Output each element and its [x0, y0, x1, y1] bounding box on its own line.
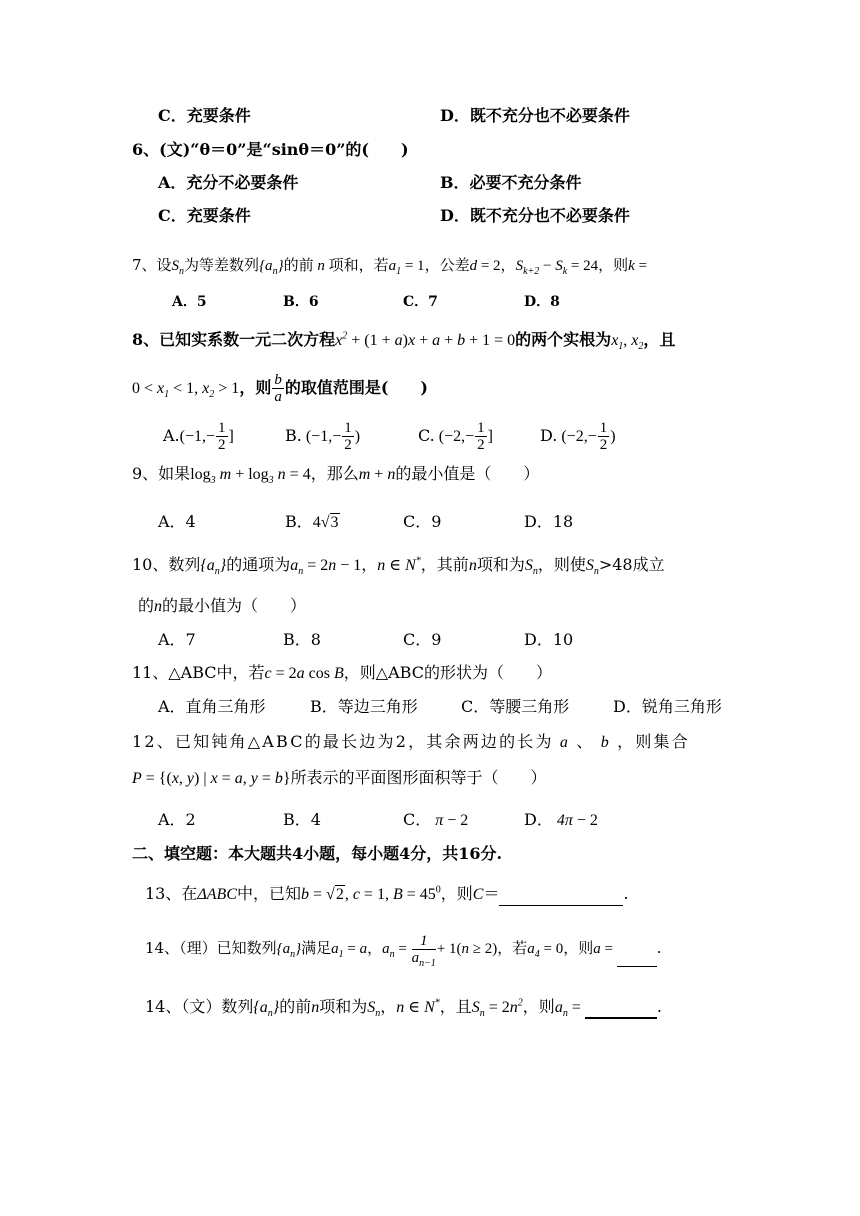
q5-option-d: D．既不充分也不必要条件 [440, 106, 630, 125]
q6-stem: “θ＝0”是“sinθ＝0”的( ) [190, 140, 409, 159]
q11-option-b: B．等边三角形 [310, 697, 418, 716]
q10-option-d: D．10 [524, 630, 574, 649]
q10-option-b: B．8 [283, 630, 321, 649]
q12-option-c: C． π − 2 [403, 810, 469, 829]
q8-option-d: D. (−2,− $\frac{1}{2}$ ) [540, 420, 616, 453]
q5-option-c: C．充要条件 [158, 106, 251, 125]
q11-option-a: A．直角三角形 [158, 697, 266, 716]
q14-arts-answer-blank[interactable] [585, 1001, 657, 1019]
question-8: 8、已知实系数一元二次方程$x^2 + (1 + a)x + a + b + 1 = 0$的两个实根为$x_1$, $x_2$，且 [132, 330, 676, 353]
q8-option-c: C. (−2,− $\frac{1}{2}$ ] [418, 420, 493, 453]
question-10: 10、数列$\{a_n\}$的通项为$a_n = 2n - 1$，n ∈ N*，其前n项和为$S_n$，则使$S_n>48$成立 [132, 555, 665, 578]
q7-option-d: D．8 [524, 294, 560, 310]
question-14-science: 14、（理）已知数列$\{a_n\}$满足$a_1 = a$，$a_n$ = $\frac{1}{a_{n-1}}$ + 1(n ≥ 2)，若$a_4 = 0$，则a = . [145, 932, 662, 969]
q10-option-c: C．9 [403, 630, 442, 649]
q7-option-c: C．7 [403, 294, 438, 310]
q14-science-answer-blank[interactable] [617, 950, 657, 967]
q6-option-d: D．既不充分也不必要条件 [440, 206, 630, 225]
q7-option-a: A．5 [172, 294, 207, 310]
q7-option-b: B．6 [283, 294, 319, 310]
question-8-line2: $0 < x_1 < 1$, $x_2 > 1$，则 $\frac{b}{a}$ 的取值范围是( ) [132, 372, 428, 405]
question-11: 11、△ABC中，若c = 2a cos B，则△ABC的形状为（ ） [132, 663, 552, 682]
q8-option-b: B. (−1,− $\frac{1}{2}$ ) [285, 420, 361, 453]
q9-option-a: A．4 [158, 512, 196, 531]
q6-option-c: C．充要条件 [158, 206, 251, 225]
q6-option-a: A．充分不必要条件 [158, 173, 299, 192]
q11-option-d: D．锐角三角形 [613, 697, 722, 716]
q8-option-a: A.(−1,− $\frac{1}{2}$ ] [163, 420, 234, 453]
q13-answer-blank[interactable] [499, 889, 623, 906]
q9-option-b: B．4√3 [285, 512, 339, 531]
q12-option-d: D． 4π − 2 [524, 810, 598, 829]
section-2-title: 二、填空题：本大题共4小题，每小题4分，共16分. [132, 844, 503, 863]
q6-prefix: 6、(文) [132, 140, 191, 159]
question-12-line2: P = {(x, y) | x = a, y = b}所表示的平面图形面积等于（ ） [132, 768, 547, 787]
question-14-arts: 14、（文）数列$\{a_n\}$的前n项和为$S_n$，n ∈ N*，且$S_n = 2n^2$，则$a_n$ = . [145, 997, 662, 1020]
question-9: 9、如果$\log_3 m + \log_3 n = 4$，那么m + n的最小值是（ ） [132, 464, 540, 487]
question-13: 13、在ΔABC中，已知b = √2, c = 1, $B = 45^0$，则C＝ . [145, 883, 629, 906]
question-10-line2: 的n的最小值为（ ） [138, 596, 307, 615]
q12-option-a: A．2 [158, 810, 196, 829]
question-7: 7、设$S_n$为等差数列$\{a_n\}$的前 n 项和，若$a_1 = 1$，公差d = 2，$S_{k+2} - S_k = 24$，则k = [132, 256, 648, 277]
q9-option-c: C．9 [403, 512, 442, 531]
q11-option-c: C．等腰三角形 [461, 697, 570, 716]
q10-option-a: A．7 [158, 630, 196, 649]
q9-option-d: D．18 [524, 512, 574, 531]
question-12: 12、已知钝角△ABC的最长边为2，其余两边的长为 a 、 b ，则集合 [132, 732, 690, 751]
question-6 [132, 139, 409, 161]
q12-option-b: B．4 [283, 810, 321, 829]
q6-option-b: B．必要不充分条件 [440, 173, 582, 192]
